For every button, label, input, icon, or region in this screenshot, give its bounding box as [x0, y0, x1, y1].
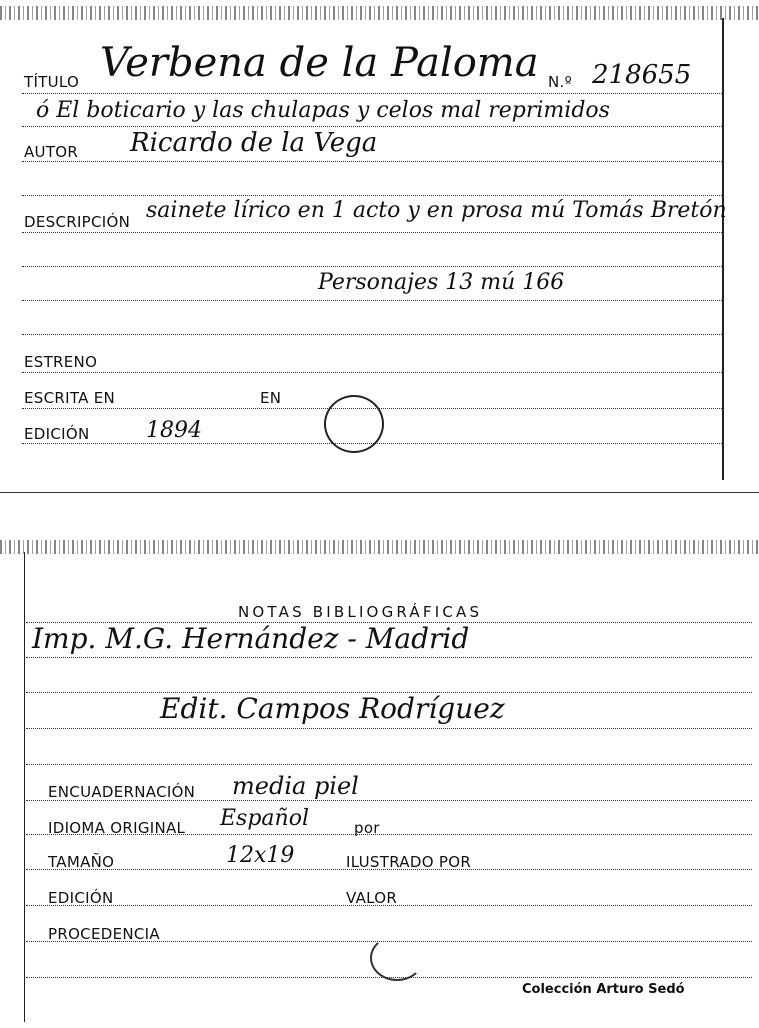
note-line-1: Imp. M.G. Hernández - Madrid [32, 622, 470, 655]
procedencia-label: PROCEDENCIA [48, 925, 160, 943]
rule [26, 728, 752, 729]
rule [22, 126, 722, 127]
descripcion-value: sainete lírico en 1 acto y en prosa mú Tomás Bretón [146, 198, 727, 223]
edicion-value-top: 1894 [146, 418, 202, 443]
rule [22, 93, 722, 94]
rule [22, 232, 722, 233]
titulo-label: TÍTULO [24, 73, 80, 91]
descripcion-label: DESCRIPCIÓN [24, 213, 131, 231]
en-label: EN [260, 389, 282, 407]
card-top-edge [0, 540, 759, 554]
escrita-en-label: ESCRITA EN [24, 389, 116, 407]
estreno-label: ESTRENO [24, 353, 98, 371]
encuadernacion-value: media piel [232, 772, 359, 800]
autor-value: Ricardo de la Vega [130, 128, 378, 158]
rule [22, 161, 722, 162]
edicion-label-bottom: EDICIÓN [48, 889, 114, 907]
titulo-value: Verbena de la Paloma [100, 40, 539, 86]
rule [26, 657, 752, 658]
card-left-edge [24, 552, 25, 1022]
por-label: por [354, 819, 380, 837]
idioma-value: Español [220, 806, 309, 831]
encuadernacion-label: ENCUADERNACIÓN [48, 783, 196, 801]
catalog-card-top [0, 0, 759, 500]
numero-label: N.º [548, 73, 572, 91]
card-bottom-edge [0, 492, 759, 493]
autor-label: AUTOR [24, 143, 79, 161]
idioma-label: IDIOMA ORIGINAL [48, 819, 186, 837]
numero-value: 218655 [592, 60, 692, 90]
collection-footer: Colección Arturo Sedó [522, 982, 685, 997]
ilustrado-label: ILUSTRADO POR [346, 853, 472, 871]
subtitle-value: ó El boticario y las chulapas y celos mal reprimidos [36, 98, 610, 123]
notas-heading: NOTAS BIBLIOGRÁFICAS [238, 603, 483, 621]
tamano-label: TAMAÑO [48, 853, 115, 871]
catalog-card-bottom [0, 540, 759, 1028]
rule [22, 195, 722, 196]
note-line-2: Edit. Campos Rodríguez [160, 692, 505, 725]
valor-label: VALOR [346, 889, 398, 907]
tamano-value: 12x19 [226, 843, 295, 868]
rule [22, 266, 722, 267]
ink-mark [370, 935, 424, 981]
personajes-value: Personajes 13 mú 166 [318, 270, 565, 295]
rule [22, 372, 722, 373]
rule [22, 334, 722, 335]
card-top-edge [0, 6, 759, 20]
rule [26, 764, 752, 765]
rule [22, 300, 722, 301]
card-right-edge [722, 18, 724, 480]
edicion-label-top: EDICIÓN [24, 425, 90, 443]
ink-stamp [324, 395, 384, 453]
